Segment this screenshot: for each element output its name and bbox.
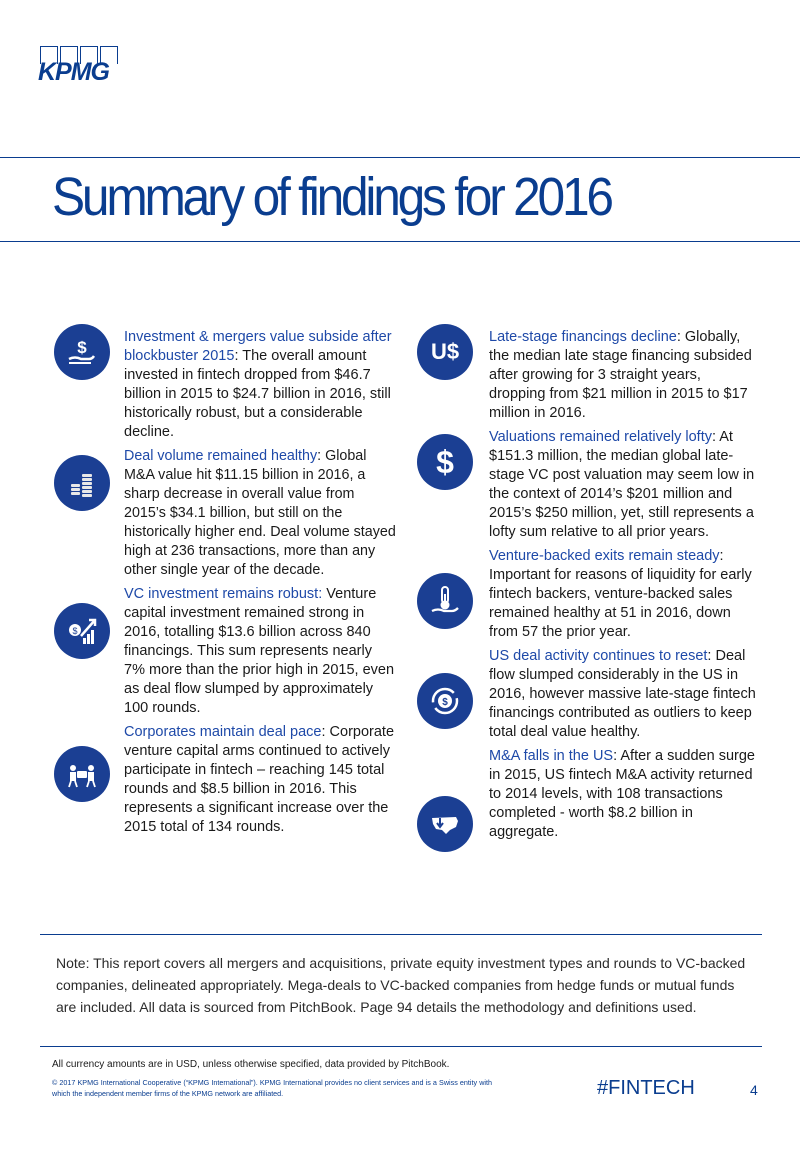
us-dollar-icon [417,324,473,380]
us-map-down-arrow-icon [417,796,473,852]
findings-right-column [489,328,761,847]
copyright-text: © 2017 KPMG International Cooperative (“KPMG International”). KPMG International provides no client services and is a Swiss entity with which the independent member firms of the KPMG network are affiliated. [52,1078,492,1098]
svg-text:$: $ [77,338,87,357]
finding-separator: : [676,329,681,345]
coin-stacks-icon [54,455,110,511]
svg-text:$: $ [72,626,78,636]
logo-text: KPMG [38,58,109,86]
finding-separator: : [234,348,239,364]
finding-valuations [489,428,761,542]
finding-separator: : [317,448,322,464]
dollar-sign-icon-text: $ [436,443,454,480]
finding-body: After a sudden surge in 2015, US fintech M&A activity returned to 2014 levels, with 108 transactions completed - worth $8.2 billion in aggregate. [489,748,755,840]
us-dollar-icon-text: U$ [430,339,460,364]
title-rule-top [0,157,800,158]
finding-headline: VC investment remains robust: [124,586,323,602]
finding-body: At $151.3 million, the median global late-stage VC post valuation may seem low in the context of 2014’s $201 million and 2015’s $250 million, yet, still represents a lofty sum relative to all prior years. [489,429,755,540]
page-title: Summary of findings for 2016 [52,167,611,227]
finding-headline: Late-stage financings decline [489,329,677,345]
finding-us-deal-activity [489,647,761,742]
note-rule-bottom [40,1046,762,1047]
finding-body: Important for reasons of liquidity for early fintech backers, venture-backed sales remained healthy at 51 in 2016, down from 57 the prior year. [489,567,752,640]
meeting-table-icon [54,746,110,802]
finding-us-ma [489,747,761,842]
finding-headline: Deal volume remained healthy [124,448,318,464]
dollar-hand-icon [54,324,110,380]
kpmg-logo [38,46,124,86]
finding-body: Venture capital investment remained strong in 2016, totalling $13.6 billion across 840 financings. This sum represents nearly 7% more than the prior high in 2015, even as deal flow slumped by approximately 100 rounds. [124,586,395,716]
finding-separator: : [321,724,326,740]
findings-left-column [124,328,396,842]
finding-separator: : [707,648,712,664]
finding-exits [489,547,761,642]
finding-separator: : [613,748,618,764]
title-rule-bottom [0,241,800,242]
thermometer-hand-icon [417,573,473,629]
finding-body: The overall amount invested in fintech dropped from $46.7 billion in 2015 to $24.7 billion in 2016, still historically robust, but a considerable decline. [124,348,391,440]
finding-body: Deal flow slumped considerably in the US in 2016, however massive late-stage fintech financings contributed as outliers to keep total deal value healthy. [489,648,756,740]
finding-headline: US deal activity continues to reset [489,648,708,664]
svg-text:$: $ [442,697,448,708]
dollar-sign-icon [417,434,473,490]
finding-body: Corporate venture capital arms continued to actively participate in fintech – reaching 145 total rounds and $8.5 billion in 2016. This represents a significant increase over the 2015 total of 134 rounds. [124,724,395,835]
finding-headline: Valuations remained relatively lofty [489,429,712,445]
methodology-note: Note: This report covers all mergers and acquisitions, private equity investment types and rounds to VC-backed companies, delineated appropriately. Mega-deals to VC-backed companies from hedge funds or mutual funds are included. All data is sourced from PitchBook. Page 94 details the methodology and definitions used. [56,955,746,1015]
finding-deal-volume [124,447,396,580]
finding-headline: Venture-backed exits remain steady [489,548,720,564]
fintech-hashtag: #FINTECH [597,1077,695,1099]
currency-note: All currency amounts are in USD, unless otherwise specified, data provided by PitchBook. [52,1059,450,1070]
finding-late-stage [489,328,761,423]
finding-investment-mergers [124,328,396,442]
finding-corporates [124,723,396,837]
finding-headline: Corporates maintain deal pace [124,724,322,740]
finding-separator: : [711,429,717,445]
page-number: 4 [750,1082,758,1098]
finding-body: Globally, the median late stage financing subsided after growing for 3 straight years, dropping from $21 million in 2015 to $17 million in 2016. [489,329,752,421]
finding-headline: Investment & mergers value subside after blockbuster 2015 [124,329,392,364]
growth-chart-icon [54,603,110,659]
finding-separator: : [719,548,724,564]
finding-vc-investment [124,585,396,718]
dollar-cycle-icon [417,673,473,729]
finding-headline: M&A falls in the US [489,748,614,764]
note-rule-top [40,934,762,935]
finding-body: Global M&A value hit $11.15 billion in 2016, a sharp decrease in overall value from 2015’s $34.1 billion, but still on the historically higher end. Deal volume stayed high at 236 transactions, more than any other single year of the decade. [124,448,396,578]
